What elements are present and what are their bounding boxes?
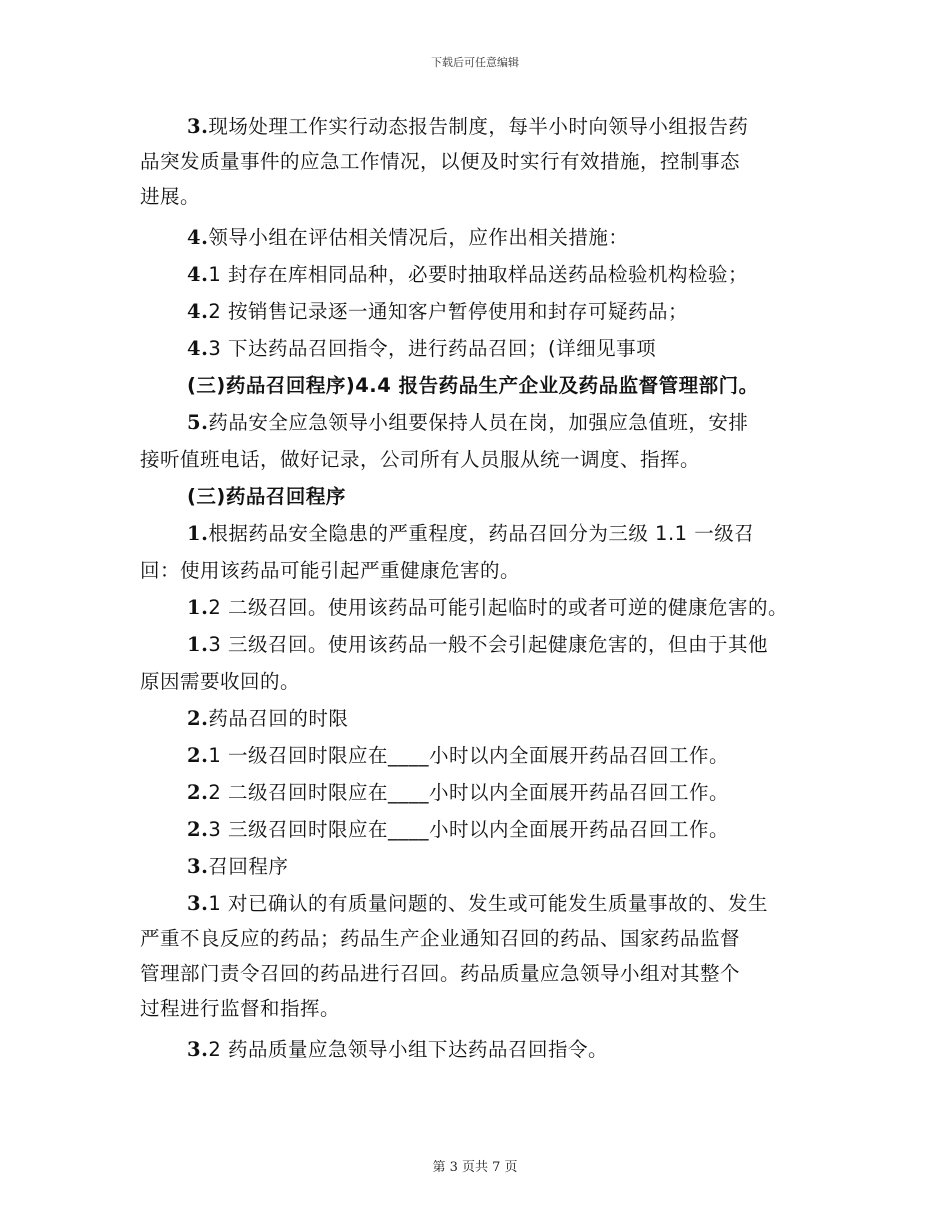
paragraph-line	[140, 924, 740, 954]
line-text: 药品安全应急领导小组要保持人员在岗，加强应急值班，安排	[208, 411, 749, 434]
line-text: 3 三级召回时限应在____小时以内全面展开药品召回工作。	[208, 818, 729, 841]
item-number: 4.	[187, 263, 209, 286]
line-text: 领导小组在评估相关情况后，应作出相关措施：	[208, 226, 629, 249]
item-number: 2.	[187, 818, 209, 841]
paragraph-line	[187, 741, 729, 771]
item-number: 3.	[187, 115, 209, 138]
item-number: 2.	[187, 707, 209, 730]
line-text: 召回程序	[208, 855, 289, 878]
line-text: 原因需要收回的。	[140, 670, 301, 693]
line-text: 2 二级召回时限应在____小时以内全面展开药品召回工作。	[208, 781, 729, 804]
section-heading	[187, 482, 346, 512]
item-number: 1.	[187, 522, 209, 545]
paragraph-line	[187, 408, 748, 438]
line-text: 2 二级召回。使用该药品可能引起临时的或者可逆的健康危害的。	[208, 596, 788, 619]
line-text: 进展。	[140, 185, 201, 208]
paragraph-line	[187, 223, 628, 253]
line-text: (三)药品召回程序)4.4 报告药品生产企业及药品监督管理部门。	[187, 374, 759, 397]
page-footer: 第 3 页共 7 页	[432, 1160, 518, 1175]
line-text: 药品召回的时限	[208, 707, 349, 730]
item-number: 3.	[187, 892, 209, 915]
item-number: 4.	[187, 300, 209, 323]
paragraph-line	[140, 147, 740, 177]
line-text: 2 按销售记录逐一通知客户暂停使用和封存可疑药品；	[208, 300, 688, 323]
item-number: 4.	[187, 337, 209, 360]
line-text: 回：使用该药品可能引起严重健康危害的。	[140, 559, 521, 582]
line-text: 现场处理工作实行动态报告制度，每半小时向领导小组报告药	[208, 115, 749, 138]
paragraph-line	[140, 445, 700, 475]
line-text: (三)药品召回程序	[187, 485, 346, 508]
line-text: 3 三级召回。使用该药品一般不会引起健康危害的，但由于其他	[208, 633, 768, 656]
line-text: 2 药品质量应急领导小组下达药品召回指令。	[208, 1038, 608, 1061]
paragraph-line	[140, 182, 200, 212]
page-header: 下载后可任意编辑	[431, 56, 519, 69]
paragraph-line	[140, 667, 300, 697]
item-number: 4.	[187, 226, 209, 249]
item-number: 3.	[187, 1038, 209, 1061]
paragraph-line	[187, 1035, 608, 1065]
paragraph-line	[187, 371, 759, 401]
line-text: 1 封存在库相同品种，必要时抽取样品送药品检验机构检验；	[208, 263, 748, 286]
line-text: 3 下达药品召回指令，进行药品召回；(详细见事项	[208, 337, 657, 360]
paragraph-line	[187, 593, 788, 623]
paragraph-line	[187, 704, 348, 734]
paragraph-line	[187, 778, 729, 808]
paragraph-line	[140, 994, 340, 1024]
paragraph-line	[140, 556, 520, 586]
item-number: 1.	[187, 596, 209, 619]
paragraph-line	[187, 334, 656, 364]
paragraph-line	[187, 889, 768, 919]
line-text: 管理部门责令召回的药品进行召回。药品质量应急领导小组对其整个	[140, 962, 741, 985]
line-text: 接听值班电话，做好记录，公司所有人员服从统一调度、指挥。	[140, 448, 701, 471]
paragraph-line	[187, 630, 768, 660]
item-number: 2.	[187, 781, 209, 804]
item-number: 1.	[187, 633, 209, 656]
line-text: 根据药品安全隐患的严重程度，药品召回分为三级 1.1 一级召	[208, 522, 755, 545]
paragraph-line	[187, 815, 729, 845]
paragraph-line	[187, 297, 688, 327]
paragraph-line	[140, 959, 740, 989]
line-text: 严重不良反应的药品；药品生产企业通知召回的药品、国家药品监督	[140, 927, 741, 950]
item-number: 3.	[187, 855, 209, 878]
line-text: 1 一级召回时限应在____小时以内全面展开药品召回工作。	[208, 744, 729, 767]
line-text: 1 对已确认的有质量问题的、发生或可能发生质量事故的、发生	[208, 892, 768, 915]
item-number: 5.	[187, 411, 209, 434]
paragraph-line	[187, 260, 748, 290]
paragraph-line	[187, 852, 288, 882]
paragraph-line	[187, 519, 754, 549]
paragraph-line	[187, 112, 748, 142]
line-text: 品突发质量事件的应急工作情况，以便及时实行有效措施，控制事态	[140, 150, 741, 173]
item-number: 2.	[187, 744, 209, 767]
line-text: 过程进行监督和指挥。	[140, 997, 341, 1020]
